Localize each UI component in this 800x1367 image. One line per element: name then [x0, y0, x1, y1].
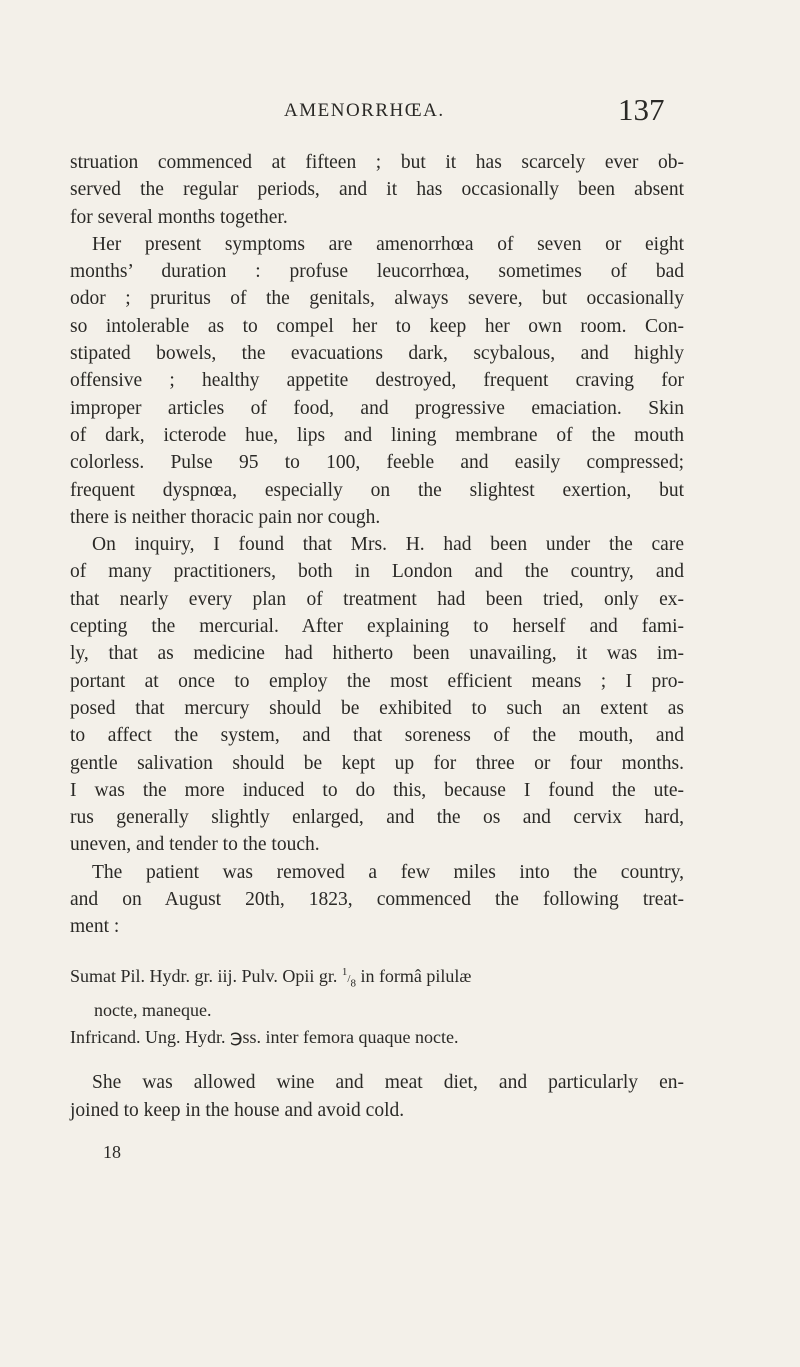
- text-line: The patient was removed a few miles into the country,: [92, 861, 684, 883]
- text-line: for several months together.: [70, 206, 288, 228]
- text-line: that nearly every plan of treatment had been tried, only ex-: [70, 588, 684, 610]
- fraction-denominator: 8: [350, 977, 356, 990]
- text-line: improper articles of food, and progressive emaciation. Skin: [70, 397, 684, 419]
- text-line: offensive ; healthy appetite destroyed, frequent craving for: [70, 370, 684, 392]
- spacer: [70, 1051, 684, 1069]
- text-line: so intolerable as to compel her to keep her own room. Con-: [70, 315, 684, 337]
- text-line: On inquiry, I found that Mrs. H. had been under the care: [92, 534, 684, 556]
- text-line: months’ duration : profuse leucorrhœa, sometimes of bad: [70, 261, 684, 283]
- page-number: 137: [618, 92, 665, 127]
- text-line: struation commenced at fifteen ; but it has scarcely ever ob-: [70, 152, 684, 173]
- prescription-line: Infricand. Ung. Hydr. ℈ss. inter femora quaque nocte.: [70, 1027, 459, 1048]
- text-line: to affect the system, and that soreness of the mouth, and: [70, 725, 684, 747]
- prescription-text: in formâ pilulæ: [355, 965, 472, 986]
- text-line: ment :: [70, 916, 120, 938]
- text-line: I was the more induced to do this, because I found the ute-: [70, 779, 684, 801]
- text-line: Her present symptoms are amenorrhœa of seven or eight: [92, 233, 684, 255]
- body-text: [70, 149, 684, 1124]
- text-line: and on August 20th, 1823, commenced the following treat-: [70, 889, 684, 911]
- text-line: frequent dyspnœa, especially on the slightest exertion, but: [70, 479, 684, 501]
- text-line: served the regular periods, and it has occasionally been absent: [70, 179, 684, 201]
- text-line: odor ; pruritus of the genitals, always severe, but occasionally: [70, 288, 684, 310]
- prescription-text: Sumat Pil. Hydr. gr. iij. Pulv. Opii gr.: [70, 965, 342, 986]
- text-line: posed that mercury should be exhibited to such an extent as: [70, 697, 684, 719]
- fraction-numerator: 1: [341, 965, 348, 978]
- text-line: of dark, icterode hue, lips and lining membrane of the mouth: [70, 424, 684, 446]
- text-line: uneven, and tender to the touch.: [70, 834, 320, 856]
- text-line: stipated bowels, the evacuations dark, scybalous, and highly: [70, 343, 684, 365]
- page-header: [284, 92, 684, 132]
- text-line: gentle salivation should be kept up for three or four months.: [70, 752, 684, 774]
- text-line: She was allowed wine and meat diet, and particularly en-: [92, 1072, 684, 1094]
- signature-mark: 18: [103, 1142, 121, 1162]
- text-line: of many practitioners, both in London and the country, and: [70, 561, 684, 583]
- text-line: rus generally slightly enlarged, and the os and cervix hard,: [70, 807, 684, 829]
- prescription-line: nocte, maneque.: [94, 1000, 212, 1021]
- text-line: cepting the mercurial. After explaining to herself and fami-: [70, 616, 684, 638]
- text-line: colorless. Pulse 95 to 100, feeble and easily compressed;: [70, 452, 684, 474]
- text-line: there is neither thoracic pain nor cough.: [70, 506, 381, 528]
- spacer: [70, 941, 684, 959]
- prescription: [70, 959, 684, 1052]
- text-line: portant at once to employ the most efficient means ; I pro-: [70, 670, 684, 692]
- text-line: ly, that as medicine had hitherto been unavailing, it was im-: [70, 643, 684, 665]
- prescription-line: Sumat Pil. Hydr. gr. iij. Pulv. Opii gr. $^1/_8$ in formâ pilulæ: [70, 965, 472, 990]
- text-line: joined to keep in the house and avoid cold.: [70, 1099, 405, 1121]
- running-head: AMENORRHŒA.: [284, 100, 445, 121]
